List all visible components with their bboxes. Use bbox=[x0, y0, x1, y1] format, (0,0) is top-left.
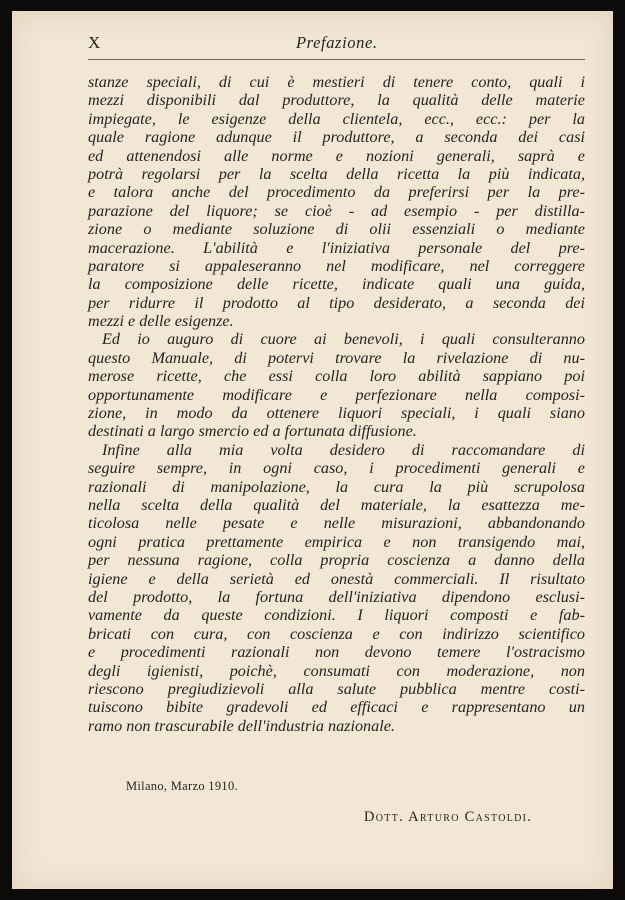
book-page bbox=[12, 11, 613, 889]
text-line: vamente da queste condizioni. I liquori composti e fab- bbox=[88, 606, 585, 625]
text-line: opportunamente modificare e perfezionare nella composi- bbox=[88, 385, 585, 404]
text-line: questo Manuale, di potervi trovare la rivelazione di nu- bbox=[88, 348, 585, 367]
text-line: ed attenendosi alle norme e nozioni generali, saprà e bbox=[88, 146, 585, 165]
text-line: del prodotto, la fortuna dell'iniziativa dipendono esclusi- bbox=[88, 587, 585, 606]
text-line: zione, in modo da ottenere liquori speciali, i quali siano bbox=[88, 404, 585, 423]
text-line: Infine alla mia volta desidero di raccomandare di bbox=[102, 440, 585, 459]
text-line: mezzi disponibili dal produttore, la qualità delle materie bbox=[88, 91, 585, 110]
text-line: ogni pratica prettamente empirica e non transigendo mai, bbox=[88, 532, 585, 551]
text-line: impiegate, le esigenze della clientela, ecc., ecc.: per la bbox=[88, 109, 585, 128]
text-line: e procedimenti razionali non devono temere l'ostracismo bbox=[88, 643, 585, 662]
text-line: per nessuna ragione, colla propria coscienza a danno della bbox=[88, 551, 585, 570]
text-line: paratore si appaleseranno nel modificare, nel correggere bbox=[88, 256, 585, 275]
body-text bbox=[88, 73, 585, 735]
text-line: igiene e della serietà ed onestà commerciali. Il risultato bbox=[88, 569, 585, 588]
text-line: degli igienisti, poichè, consumati con moderazione, non bbox=[88, 661, 585, 680]
page-number: X bbox=[88, 33, 102, 52]
text-line: stanze speciali, di cui è mestieri di tenere conto, quali i bbox=[88, 73, 585, 91]
text-line: nella scelta della qualità del materiale, la esattezza me- bbox=[88, 495, 585, 514]
text-line: ramo non trascurabile dell'industria nazionale. bbox=[88, 716, 395, 735]
running-title: Prefazione. bbox=[296, 33, 378, 52]
text-line: merose ricette, che essi colla loro abilità sappiano poi bbox=[88, 367, 585, 386]
text-line: Ed io auguro di cuore ai benevoli, i quali consulteranno bbox=[102, 330, 585, 349]
text-line: potrà regolarsi per la scelta della ricetta la più indicata, bbox=[88, 164, 585, 183]
text-line: parazione del liquore; se cioè - ad esempio - per distilla- bbox=[88, 201, 585, 220]
text-line: destinati a largo smercio ed a fortunata diffusione. bbox=[88, 422, 417, 441]
text-line: e talora anche del procedimento da preferirsi per la pre- bbox=[88, 183, 585, 202]
text-line: ticolosa nelle pesate e nelle misurazioni, abbandonando bbox=[88, 514, 585, 533]
text-line: quale ragione adunque il produttore, a seconda dei casi bbox=[88, 128, 585, 147]
text-line: seguire sempre, in ogni caso, i procedimenti generali e bbox=[88, 459, 585, 478]
text-line: riescono pregiudizievoli alla salute pubblica mentre costi- bbox=[88, 679, 585, 698]
text-line: per ridurre il prodotto al tipo desiderato, a seconda dei bbox=[88, 293, 585, 312]
dateline: Milano, Marzo 1910. bbox=[126, 779, 238, 793]
text-line: bricati con cura, con coscienza e con indirizzo scientifico bbox=[88, 624, 585, 643]
text-line: zione o mediante soluzione di olii essenziali o mediante bbox=[88, 220, 585, 239]
page-header bbox=[88, 33, 585, 60]
text-line: razionali di manipolazione, la cura la più scrupolosa bbox=[88, 477, 585, 496]
text-line: tuiscono bibite gradevoli ed efficaci e rappresentano un bbox=[88, 698, 585, 717]
text-line: mezzi e delle esigenze. bbox=[88, 312, 234, 331]
text-line: la composizione delle ricette, indicate quali una guida, bbox=[88, 275, 585, 294]
text-line: macerazione. L'abilità e l'iniziativa personale del pre- bbox=[88, 238, 585, 257]
author-signature: Dott. Arturo Castoldi. bbox=[364, 809, 533, 825]
